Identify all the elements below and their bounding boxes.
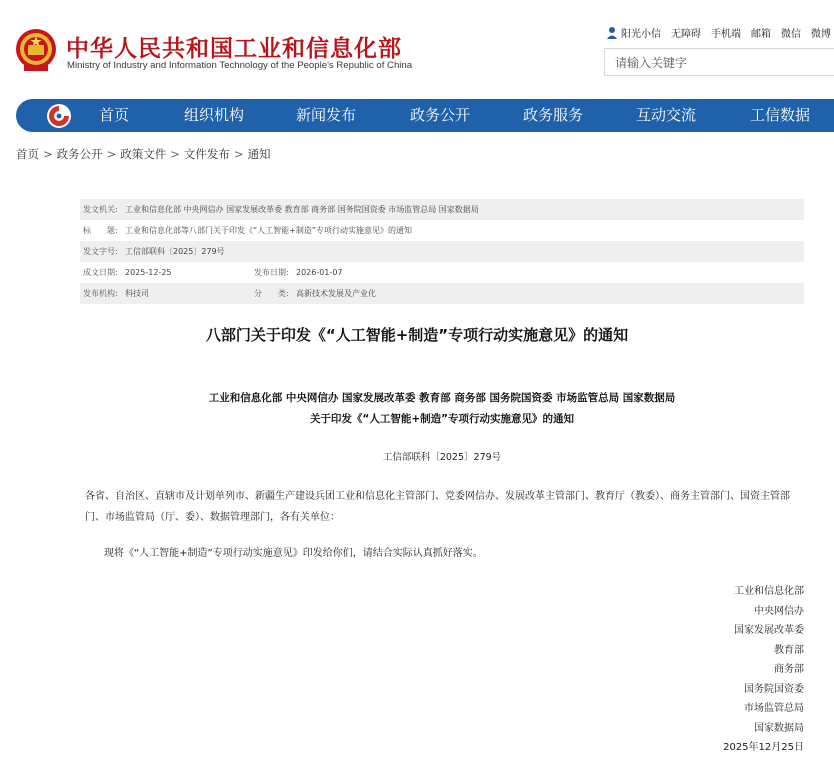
signature-line: 国家发展改革委 (734, 625, 804, 636)
top-links (606, 25, 834, 40)
breadcrumb-separator: > (170, 147, 180, 161)
breadcrumb (16, 146, 271, 162)
nav-item-services[interactable]: 政务服务 (523, 106, 584, 124)
signature-line: 市场监管总局 (744, 703, 804, 714)
site-header (0, 0, 834, 90)
site-title[interactable]: 中华人民共和国工业和信息化部 (66, 36, 402, 62)
nav-item-interaction[interactable]: 互动交流 (636, 106, 697, 124)
breadcrumb-gov-affairs[interactable]: 政务公开 (56, 147, 103, 161)
document-issuers: 工业和信息化部 中央网信办 国家发展改革委 教育部 商务部 国务院国资委 市场监管总局 国家数据局 (208, 392, 676, 404)
meta-row-dates (80, 262, 804, 283)
meta-value-subject: 工业和信息化部等八部门关于印发《“人工智能+制造”专项行动实施意见》的通知 (125, 226, 412, 235)
meta-label: 发文机关: (83, 205, 118, 214)
site-subtitle: Ministry of Industry and Information Technology of the People's Republic of China (67, 60, 413, 71)
meta-label: 发布日期: (254, 268, 289, 277)
meta-value-created: 2025-12-25 (125, 268, 172, 277)
ministry-logo-icon[interactable] (46, 103, 72, 129)
nav-item-gov-affairs[interactable]: 政务公开 (410, 106, 471, 124)
document-signatures (723, 582, 804, 758)
meta-label: 分 类: (254, 289, 289, 298)
top-link-mail[interactable]: 邮箱 (751, 29, 771, 40)
national-emblem-icon[interactable] (14, 27, 58, 73)
top-link-sunshine[interactable]: 阳光小信 (621, 29, 661, 40)
meta-row-subject (80, 220, 804, 241)
meta-label: 发文字号: (83, 247, 118, 256)
document-recipients: 各省、自治区、直辖市及计划单列市、新疆生产建设兵团工业和信息化主管部门、党委网信办、发展改革主管部门、教育厅（教委）、商务主管部门、国资主管部门、市场监管局（厅、委）、数据管理部门，各有关单位： (85, 491, 790, 523)
meta-label: 标 题: (83, 226, 118, 235)
document-title: 八部门关于印发《“人工智能+制造”专项行动实施意见》的通知 (205, 326, 629, 344)
meta-value-published: 2026-01-07 (296, 268, 343, 277)
search-box (604, 48, 834, 76)
top-link-accessibility[interactable]: 无障碍 (671, 29, 701, 40)
signature-line: 教育部 (774, 644, 804, 656)
meta-value-docno: 工信部联科〔2025〕279号 (125, 247, 225, 256)
signature-line: 国家数据局 (754, 722, 804, 734)
nav-item-news[interactable]: 新闻发布 (296, 106, 357, 124)
person-icon (606, 26, 618, 40)
breadcrumb-separator: > (106, 147, 117, 161)
meta-value-issuer: 工业和信息化部 中央网信办 国家发展改革委 教育部 商务部 国务院国资委 市场监管总局 国家数据局 (125, 205, 479, 214)
breadcrumb-notice[interactable]: 通知 (247, 147, 271, 161)
breadcrumb-separator: > (233, 147, 244, 161)
signature-line: 国务院国资委 (744, 683, 804, 695)
top-link-mobile[interactable]: 手机端 (711, 29, 741, 40)
meta-label: 发布机构: (83, 289, 118, 298)
meta-value-org: 科技司 (125, 289, 149, 298)
nav-item-organization[interactable]: 组织机构 (184, 106, 245, 124)
signature-date: 2025年12月25日 (723, 742, 804, 753)
search-input[interactable] (613, 50, 834, 76)
nav-item-home[interactable]: 首页 (99, 106, 130, 124)
meta-row-issuer (80, 199, 804, 220)
meta-label: 成文日期: (83, 268, 118, 277)
document-number: 工信部联科〔2025〕279号 (382, 452, 502, 463)
nav-item-data[interactable]: 工信数据 (750, 106, 811, 124)
signature-line: 中央网信办 (754, 605, 804, 617)
top-link-wechat[interactable]: 微信 (781, 29, 801, 40)
signature-line: 商务部 (774, 664, 804, 675)
document-body-paragraph: 现将《“人工智能+制造”专项行动实施意见》印发给你们，请结合实际认真抓好落实。 (104, 548, 483, 559)
breadcrumb-policy-files[interactable]: 政策文件 (120, 147, 167, 161)
document-meta-table (80, 199, 804, 304)
document-issuers-subtitle: 关于印发《“人工智能+制造”专项行动实施意见》的通知 (309, 413, 575, 425)
top-link-weibo[interactable]: 微博 (811, 29, 831, 40)
signature-line: 工业和信息化部 (734, 586, 804, 597)
meta-value-category: 高新技术发展及产业化 (296, 289, 376, 298)
breadcrumb-home[interactable]: 首页 (16, 147, 39, 161)
meta-row-org (80, 283, 804, 304)
breadcrumb-separator: > (43, 147, 53, 161)
breadcrumb-file-release[interactable]: 文件发布 (183, 147, 230, 161)
main-nav (16, 99, 834, 132)
meta-row-docno (80, 241, 804, 262)
